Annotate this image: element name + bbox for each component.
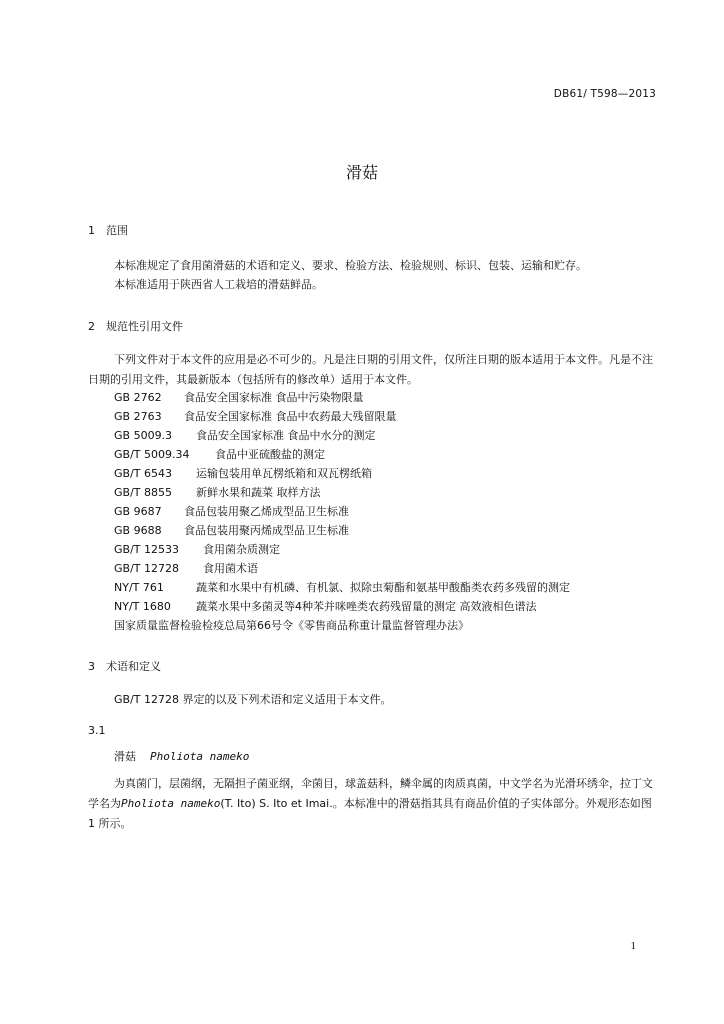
definition-text: 为真菌门，层菌纲，无隔担子菌亚纲，伞菌目，球盖菇科，鳞伞属的肉质真菌，中文学名为光滑环绣伞，拉丁文学名为 (88, 777, 653, 810)
section-number: 1 (88, 224, 95, 237)
reference-item (114, 388, 364, 408)
reference-code: GB/T 6543 (114, 467, 172, 480)
document-title: 滑菇 (345, 163, 378, 182)
section-3-heading (88, 658, 161, 674)
term-entry (114, 747, 249, 767)
reference-title: 食用菌杂质测定 (203, 543, 280, 556)
reference-item (114, 407, 397, 427)
reference-code: GB 2762 (114, 391, 162, 404)
section-2-heading (88, 318, 183, 334)
term-definition (88, 774, 658, 834)
reference-item (114, 597, 537, 617)
paragraph: 下列文件对于本文件的应用是必不可少的。凡是注日期的引用文件，仅所注日期的版本适用于本文件。凡是不注日期的引用文件，其最新版本（包括所有的修改单）适用于本文件。 (88, 353, 653, 386)
reference-title: 食品安全国家标准 食品中污染物限量 (184, 391, 364, 404)
reference-title: 运输包装用单瓦楞纸箱和双瓦楞纸箱 (196, 467, 372, 480)
reference-code: GB 5009.3 (114, 429, 173, 442)
standard-code: DB61/ T598—2013 (553, 88, 656, 100)
reference-title: 新鲜水果和蔬菜 取样方法 (196, 486, 321, 499)
reference-code: GB 2763 (114, 410, 162, 423)
reference-item (114, 559, 258, 579)
section-title: 规范性引用文件 (106, 320, 183, 333)
reference-item (114, 464, 372, 484)
reference-item (114, 540, 280, 560)
reference-item (114, 445, 325, 465)
reference-item (114, 521, 349, 541)
reference-title: 食品包装用聚乙烯成型品卫生标准 (184, 505, 349, 518)
section-title: 术语和定义 (106, 660, 161, 673)
section-number: 2 (88, 320, 95, 333)
reference-title: 食品安全国家标准 食品中水分的测定 (196, 429, 376, 442)
subsection-number: 3.1 (88, 724, 106, 737)
page-number: 1 (630, 940, 636, 952)
reference-title: 蔬菜和水果中有机磷、有机氯、拟除虫菊酯和氨基甲酸酯类农药多残留的测定 (196, 581, 570, 594)
paragraph: GB/T 12728 界定的以及下列术语和定义适用于本文件。 (114, 693, 392, 706)
term-chinese: 滑菇 (114, 750, 136, 763)
reference-code: GB/T 12728 (114, 562, 179, 575)
section-number: 3 (88, 660, 95, 673)
definition-latin: Pholiota nameko (121, 797, 221, 810)
reference-title: 食用菌术语 (203, 562, 258, 575)
reference-title: 蔬菜水果中多菌灵等4种苯并咪唑类农药残留量的测定 高效液相色谱法 (196, 600, 537, 613)
reference-item: 国家质量监督检验检疫总局第66号令《零售商品称重计量监督管理办法》 (114, 619, 469, 632)
reference-code: GB/T 5009.34 (114, 448, 190, 461)
reference-title: 食品中亚硫酸盐的测定 (215, 448, 325, 461)
reference-item (114, 426, 376, 446)
reference-code: GB/T 8855 (114, 486, 172, 499)
reference-item (114, 483, 321, 503)
reference-title: 食品包装用聚丙烯成型品卫生标准 (184, 524, 349, 537)
reference-code: GB 9688 (114, 524, 162, 537)
paragraph: 本标准适用于陕西省人工栽培的滑菇鲜品。 (114, 278, 323, 291)
section-title: 范围 (106, 224, 128, 237)
reference-code: NY/T 1680 (114, 600, 171, 613)
definition-text: (T. Ito) S. Ito et Imai.。本标准中的滑菇指其具有商品价值的子实体部分。外观形态如图 1 所示。 (88, 797, 652, 830)
section-1-heading (88, 222, 128, 238)
reference-code: GB/T 12533 (114, 543, 179, 556)
paragraph: 本标准规定了食用菌滑菇的术语和定义、要求、检验方法、检验规则、标识、包装、运输和贮存。 (114, 259, 587, 272)
term-latin: Pholiota nameko (150, 750, 250, 763)
reference-code: GB 9687 (114, 505, 162, 518)
reference-item (114, 578, 570, 598)
reference-item (114, 502, 349, 522)
reference-code: NY/T 761 (114, 581, 164, 594)
reference-title: 食品安全国家标准 食品中农药最大残留限量 (184, 410, 397, 423)
